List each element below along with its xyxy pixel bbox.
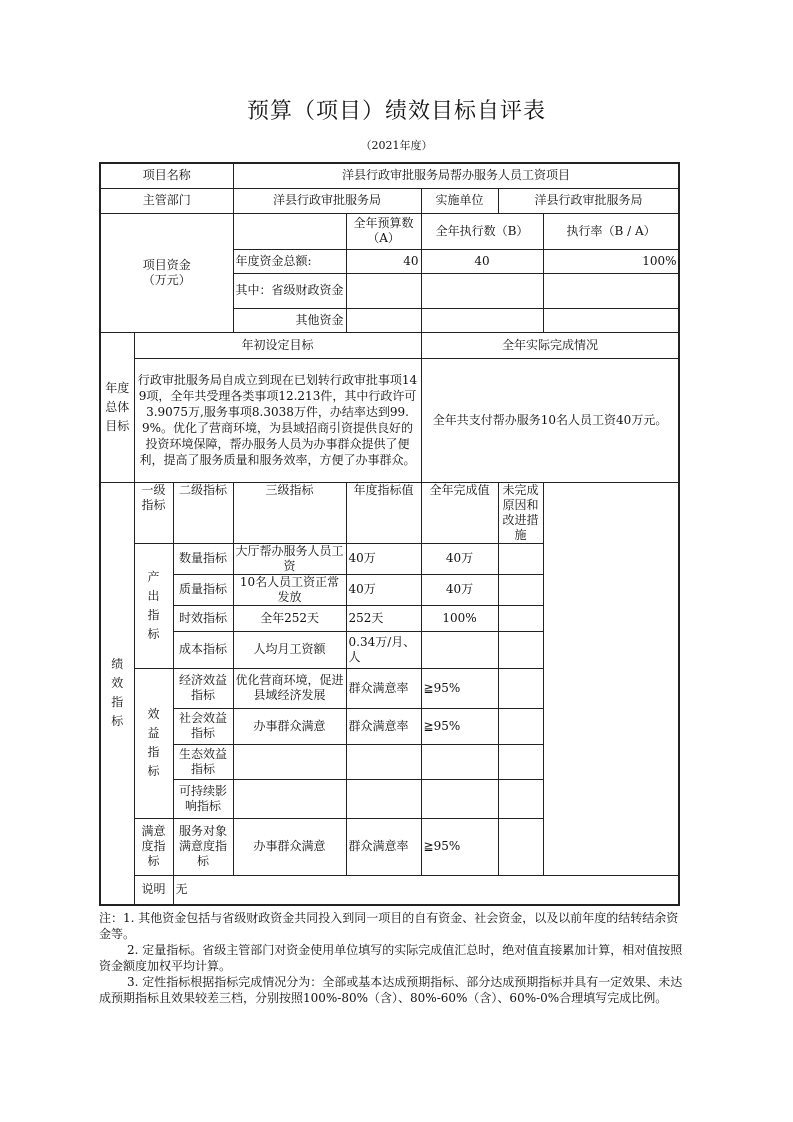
header-target: 年度指标值 <box>346 482 421 543</box>
note-3: 3. 定性指标根据指标完成情况分为：全部或基本达成预期指标、部分达成预期指标并具有一定效果、未达成预期指标且效果较差三档，分别按照100%-80%（含）、80%-60%（含）、60%-0%合理填写完成比例。 <box>99 975 683 1005</box>
target: 群众满意率 <box>346 708 421 744</box>
level3 <box>233 744 346 779</box>
level1-output: 产出指标 <box>134 543 173 668</box>
indicator-row <box>100 818 679 875</box>
actual: ≧95% <box>421 668 498 708</box>
level2: 经济效益指标 <box>173 668 233 708</box>
level3: 办事群众满意 <box>233 818 346 875</box>
header-level2: 二级指标 <box>173 482 233 543</box>
target: 0.34万/月、人 <box>346 631 421 668</box>
header-level3: 三级指标 <box>233 482 346 543</box>
project-name-row <box>100 163 679 188</box>
note-1: 注：1. 其他资金包括与省级财政资金共同投入到同一项目的自有资金、社会资金，以及以前年度的结转结余资金等。 <box>99 911 679 941</box>
goals-actual-text: 全年共支付帮办服务10名人员工资40万元。 <box>421 358 679 482</box>
actual <box>421 631 498 668</box>
actual <box>421 744 498 779</box>
funds-col-exec: 全年执行数（B） <box>421 213 543 249</box>
level2: 可持续影响指标 <box>173 779 233 818</box>
indicator-row <box>100 708 679 744</box>
level3 <box>233 779 346 818</box>
actual: 40万 <box>421 574 498 605</box>
indicator-row <box>100 605 679 631</box>
goals-actual-header: 全年实际完成情况 <box>421 332 679 358</box>
goals-header-row <box>100 332 679 358</box>
actual: 100% <box>421 605 498 631</box>
indicators-label: 绩效指标 <box>100 482 134 905</box>
indicator-row <box>100 779 679 818</box>
goals-initial-header: 年初设定目标 <box>134 332 421 358</box>
reason <box>498 543 543 574</box>
goals-initial-text: 行政审批服务局自成立到现在已划转行政审批事项149项，全年共受理各类事项12.213件，其中行政许可3.9075万,服务事项8.3038万件，办结率达到99.9%。优化了营商环境，为县域招商引资提供良好的投资环境保障，帮办服务人员为办事群众提供了便利，提高了服务质量和服务效率，方便了办事群众。 <box>134 358 421 482</box>
remarks-label: 说明 <box>134 875 173 905</box>
target: 252天 <box>346 605 421 631</box>
reason <box>498 631 543 668</box>
level2: 质量指标 <box>173 574 233 605</box>
dept-value: 洋县行政审批服务局 <box>233 188 421 213</box>
level3: 优化营商环境，促进县域经济发展 <box>233 668 346 708</box>
level2: 服务对象满意度指标 <box>173 818 233 875</box>
reason <box>498 779 543 818</box>
indicator-row <box>100 744 679 779</box>
funds-row-budget: 40 <box>346 249 421 273</box>
project-name-label: 项目名称 <box>100 163 233 188</box>
funds-col-rate: 执行率（B / A） <box>543 213 679 249</box>
funds-row-rate <box>543 273 679 308</box>
funds-col-budget: 全年预算数（A） <box>346 213 421 249</box>
funds-label <box>100 213 233 332</box>
level1-benefit: 效益指标 <box>134 668 173 818</box>
reason <box>498 605 543 631</box>
level2: 生态效益指标 <box>173 744 233 779</box>
dept-label: 主管部门 <box>100 188 233 213</box>
indicator-row <box>100 668 679 708</box>
actual: ≧95% <box>421 708 498 744</box>
level3: 人均月工资额 <box>233 631 346 668</box>
impl-value: 洋县行政审批服务局 <box>498 188 679 213</box>
funds-header-row <box>100 213 679 249</box>
target: 40万 <box>346 574 421 605</box>
page-subtitle: （2021年度） <box>360 139 433 152</box>
remarks-value: 无 <box>173 875 679 905</box>
funds-label-line2: （万元） <box>142 272 191 287</box>
impl-label: 实施单位 <box>421 188 498 213</box>
funds-row-rate <box>543 308 679 332</box>
reason <box>498 818 543 875</box>
level3: 办事群众满意 <box>233 708 346 744</box>
header-reason: 未完成原因和改进措施 <box>498 482 543 543</box>
goals-content-row <box>100 358 679 482</box>
header-level1: 一级指标 <box>134 482 173 543</box>
target <box>346 779 421 818</box>
funds-blank-header <box>233 213 346 249</box>
level2: 成本指标 <box>173 631 233 668</box>
funds-row-exec <box>421 308 543 332</box>
page-title: 预算（项目）绩效目标自评表 <box>246 99 546 124</box>
indicator-row <box>100 631 679 668</box>
reason <box>498 708 543 744</box>
funds-row-exec <box>421 273 543 308</box>
reason <box>498 668 543 708</box>
indicator-row <box>100 543 679 574</box>
actual: 40万 <box>421 543 498 574</box>
funds-row-label: 年度资金总额: <box>233 249 346 273</box>
funds-label-line1: 项目资金 <box>142 257 191 272</box>
level2: 社会效益指标 <box>173 708 233 744</box>
remarks-row <box>100 875 679 905</box>
actual: ≧95% <box>421 818 498 875</box>
reason <box>498 574 543 605</box>
funds-row-exec: 40 <box>421 249 543 273</box>
funds-row-rate: 100% <box>543 249 679 273</box>
funds-row-budget <box>346 273 421 308</box>
dept-row <box>100 188 679 213</box>
level3: 全年252天 <box>233 605 346 631</box>
evaluation-table <box>99 162 680 906</box>
indicator-row <box>100 574 679 605</box>
funds-row-label: 其他资金 <box>233 308 346 332</box>
actual <box>421 779 498 818</box>
target: 群众满意率 <box>346 818 421 875</box>
level2: 时效指标 <box>173 605 233 631</box>
target: 40万 <box>346 543 421 574</box>
target <box>346 744 421 779</box>
reason <box>498 744 543 779</box>
project-name-value: 洋县行政审批服务局帮办服务人员工资项目 <box>233 163 679 188</box>
level1-satisfaction: 满意度指标 <box>134 818 173 875</box>
funds-row-budget <box>346 308 421 332</box>
level2: 数量指标 <box>173 543 233 574</box>
indicators-header-row <box>100 482 679 543</box>
level3: 大厅帮办服务人员工资 <box>233 543 346 574</box>
funds-row-label: 其中：省级财政资金 <box>233 273 346 308</box>
notes <box>99 910 684 1006</box>
header-actual: 全年完成值 <box>421 482 498 543</box>
goals-label: 年度总体目标 <box>100 332 134 482</box>
note-2: 2. 定量指标。省级主管部门对资金使用单位填写的实际完成值汇总时，绝对值直接累加计算，相对值按照资金额度加权平均计算。 <box>99 943 683 973</box>
level3: 10名人员工资正常发放 <box>233 574 346 605</box>
target: 群众满意率 <box>346 668 421 708</box>
